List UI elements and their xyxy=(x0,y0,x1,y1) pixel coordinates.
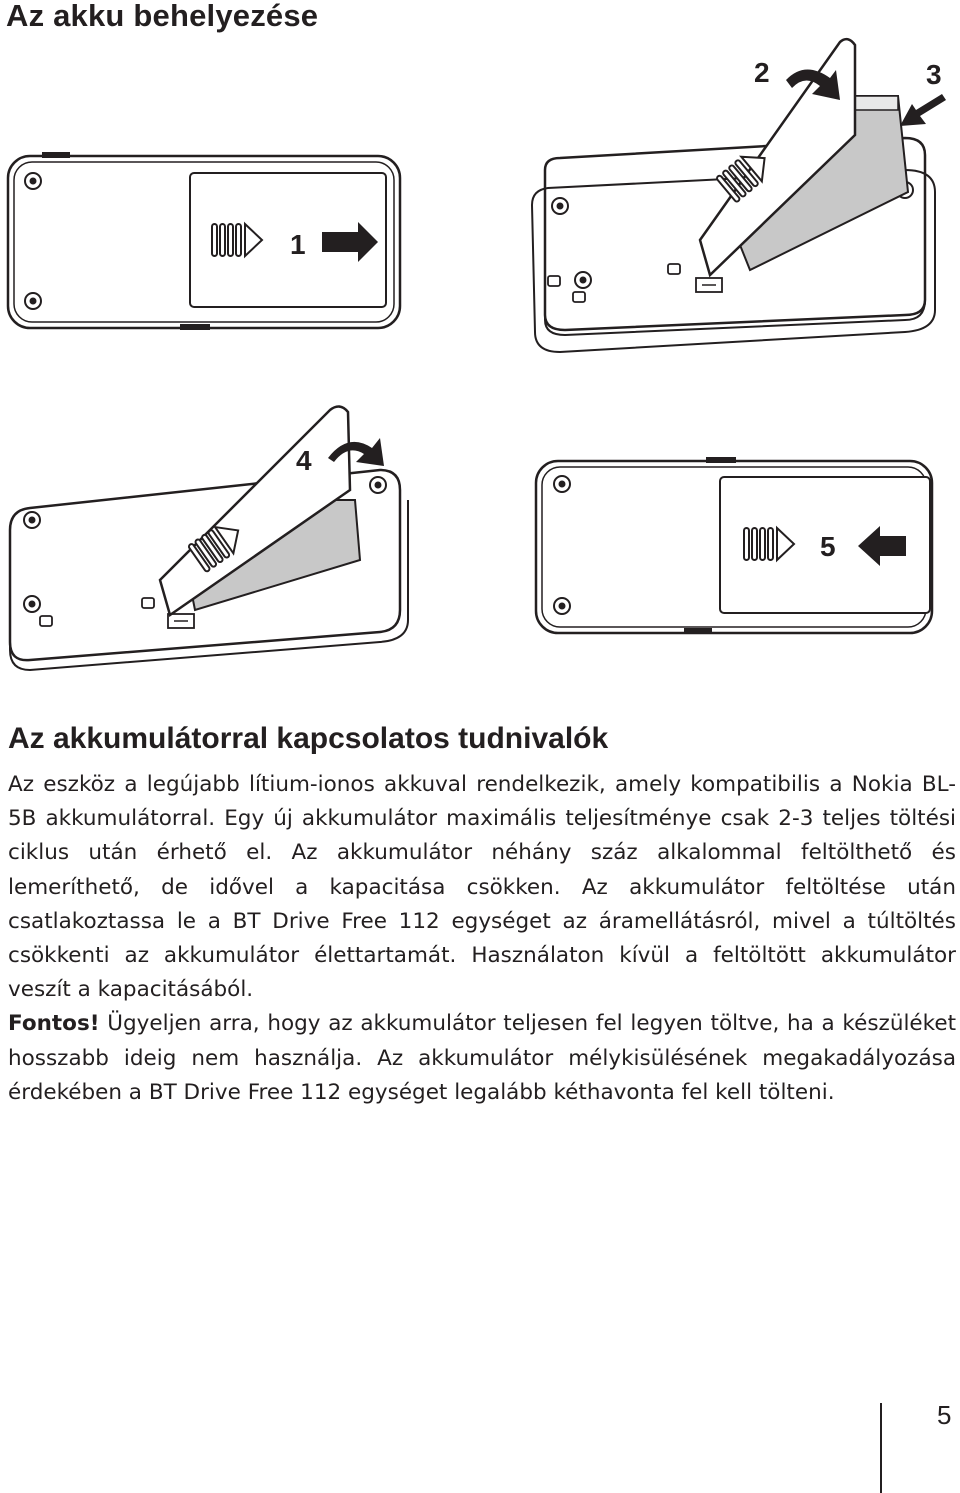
important-label: Fontos! xyxy=(8,1011,100,1037)
paragraph-1: Az eszköz a legújabb lítium-ionos akkuval rendelkezik, amely kompatibilis a Nokia BL-5B akkumulátorral. Egy új akkumulátor maximális teljesítménye csak 2-3 teljes töltési ciklus után érhető el. Az akkumulátor néhány száz alkalommal feltölthető és lemeríthető, de idővel a kapacitása csökken. Az akkumulátor feltöltése után csatlakoztassa le a BT Drive Free 112 egységet az áramellátásról, mivel a túltöltés csökkenti az akkumulátor élettartamát. Használaton kívül a feltöltött akkumulátor veszít a kapacitásából. xyxy=(8,772,956,1003)
page-title: Az akku behelyezése xyxy=(6,0,319,33)
step-4-device xyxy=(10,406,408,670)
paragraph-2: Ügyeljen arra, hogy az akkumulátor teljesen fel legyen töltve, ha a készüléket hosszabb ideig nem használja. Az akkumulátor mélykisülésének megakadályozása érdekében a BT Drive Free 112 egységet legalább kéthavonta fel kell tölteni. xyxy=(8,1011,956,1105)
step-1-device xyxy=(8,152,400,330)
page-number: 5 xyxy=(937,1400,952,1430)
page-number-divider xyxy=(880,1403,882,1493)
step-5-label: 5 xyxy=(820,531,836,562)
step-3-label: 3 xyxy=(926,59,942,90)
battery-installation-figure xyxy=(0,30,960,680)
step-2-3-device xyxy=(532,39,946,352)
step-4-label: 4 xyxy=(296,445,312,476)
battery-info-text xyxy=(8,768,956,1110)
step-5-device xyxy=(536,457,932,634)
step-1-label: 1 xyxy=(290,229,306,260)
step-2-label: 2 xyxy=(754,57,770,88)
section-heading: Az akkumulátorral kapcsolatos tudnivalók xyxy=(8,722,609,755)
arrow-diagonal-icon xyxy=(900,94,946,126)
